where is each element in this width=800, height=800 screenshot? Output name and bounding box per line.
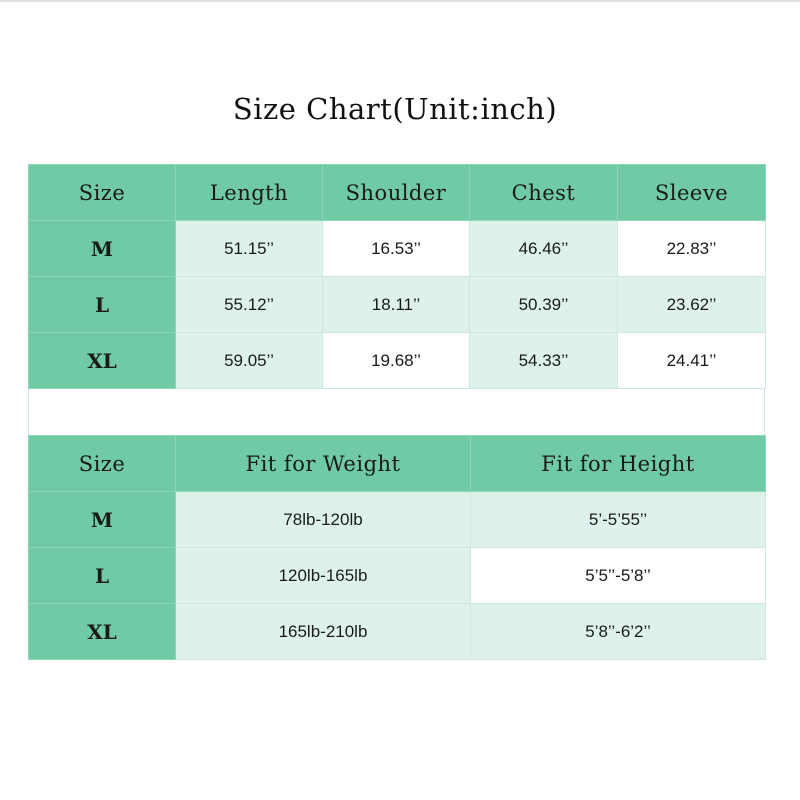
- table-spacer: [28, 389, 765, 435]
- page-title: Size Chart(Unit:inch): [232, 92, 558, 126]
- height-cell: 5’8’’-6’2’’: [471, 604, 766, 660]
- top-divider: [0, 0, 800, 2]
- size-cell: M: [29, 492, 176, 548]
- height-cell: 5’5’’-5’8’’: [471, 548, 766, 604]
- header-fit-weight: Fit for Weight: [176, 436, 471, 492]
- table-row: [29, 604, 766, 660]
- header-sleeve: Sleeve: [618, 165, 766, 221]
- table-row: [29, 333, 766, 389]
- chest-cell: 54.33’’: [470, 333, 618, 389]
- sleeve-cell: 24.41’’: [618, 333, 766, 389]
- table-header-row: [29, 436, 766, 492]
- length-cell: 55.12’’: [176, 277, 323, 333]
- weight-cell: 120lb-165lb: [176, 548, 471, 604]
- shoulder-cell: 19.68’’: [323, 333, 470, 389]
- table-row: [29, 492, 766, 548]
- size-cell: M: [29, 221, 176, 277]
- weight-cell: 165lb-210lb: [176, 604, 471, 660]
- weight-cell: 78lb-120lb: [176, 492, 471, 548]
- size-chart: [28, 164, 765, 660]
- shoulder-cell: 16.53’’: [323, 221, 470, 277]
- sleeve-cell: 23.62’’: [618, 277, 766, 333]
- header-size: Size: [29, 436, 176, 492]
- header-fit-height: Fit for Height: [471, 436, 766, 492]
- size-cell: XL: [29, 604, 176, 660]
- header-size: Size: [29, 165, 176, 221]
- size-cell: XL: [29, 333, 176, 389]
- header-shoulder: Shoulder: [323, 165, 470, 221]
- length-cell: 51.15’’: [176, 221, 323, 277]
- shoulder-cell: 18.11’’: [323, 277, 470, 333]
- size-cell: L: [29, 548, 176, 604]
- measurements-table: [28, 164, 766, 389]
- height-cell: 5’-5’55’’: [471, 492, 766, 548]
- header-chest: Chest: [470, 165, 618, 221]
- chest-cell: 46.46’’: [470, 221, 618, 277]
- size-cell: L: [29, 277, 176, 333]
- table-header-row: [29, 165, 766, 221]
- fit-table: [28, 435, 766, 660]
- table-row: [29, 548, 766, 604]
- sleeve-cell: 22.83’’: [618, 221, 766, 277]
- table-row: [29, 277, 766, 333]
- chest-cell: 50.39’’: [470, 277, 618, 333]
- length-cell: 59.05’’: [176, 333, 323, 389]
- table-row: [29, 221, 766, 277]
- header-length: Length: [176, 165, 323, 221]
